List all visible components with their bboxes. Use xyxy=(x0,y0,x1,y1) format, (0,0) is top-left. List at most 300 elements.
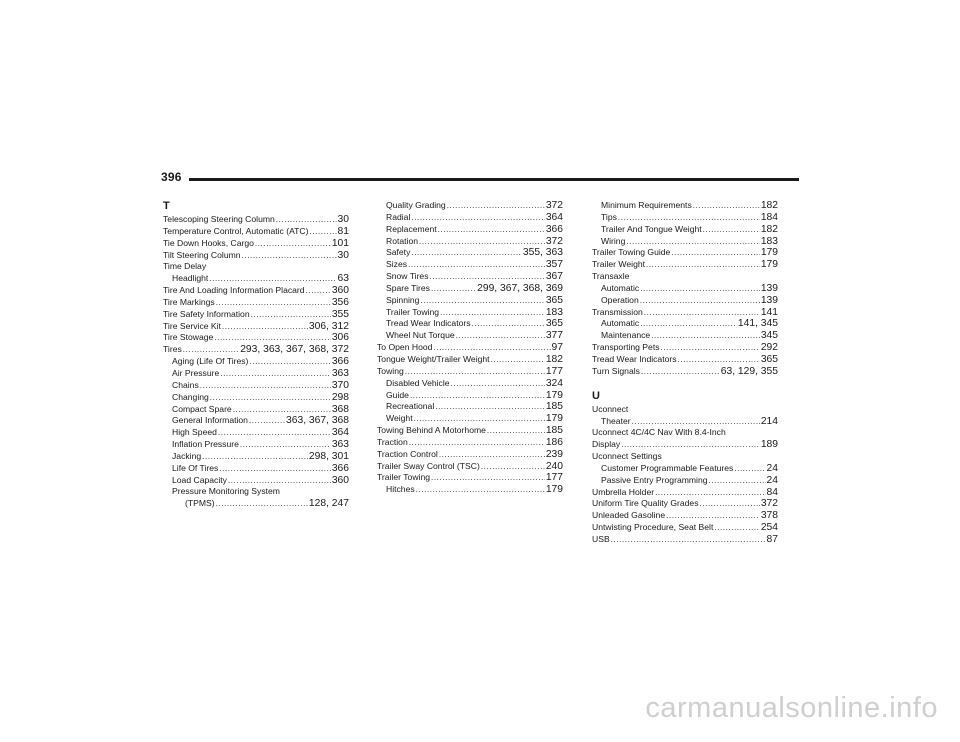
index-entry-pages: 372 xyxy=(545,235,563,247)
index-entry xyxy=(377,295,563,307)
index-entry xyxy=(592,271,778,283)
index-entry-pages: 182 xyxy=(545,353,563,365)
index-entry-label: Chains xyxy=(172,379,199,390)
index-entry-label: Umbrella Holder xyxy=(592,486,655,497)
index-entry xyxy=(163,498,349,510)
index-column-1 xyxy=(163,200,349,510)
dot-leader xyxy=(202,451,308,463)
index-entry xyxy=(592,224,778,236)
index-entry-pages: 360 xyxy=(331,285,349,297)
index-entry xyxy=(163,486,349,498)
index-entry-label: USB xyxy=(592,533,610,544)
index-entry xyxy=(163,226,349,238)
index-entry-label: Automatic xyxy=(601,318,640,329)
index-entry-pages: 365 xyxy=(760,353,778,365)
dot-leader xyxy=(611,534,766,546)
index-entry-pages: 141 xyxy=(760,306,778,318)
dot-leader xyxy=(671,247,759,259)
index-entry-pages: 365 xyxy=(545,318,563,330)
index-entry-pages: 214 xyxy=(760,415,778,427)
index-entry-label: Tread Wear Indicators xyxy=(592,353,677,364)
index-entry-label: Uconnect Settings xyxy=(592,451,662,462)
index-entry-pages: 239 xyxy=(545,448,563,460)
index-entry-label: Disabled Vehicle xyxy=(386,377,450,388)
dot-leader xyxy=(251,309,331,321)
index-entry xyxy=(377,236,563,248)
index-entry-label: Quality Grading xyxy=(386,200,446,210)
index-entry-pages: 141, 345 xyxy=(737,318,778,330)
dot-leader xyxy=(678,354,760,366)
index-entry xyxy=(377,330,563,342)
index-entry xyxy=(592,354,778,366)
index-entry-pages: 364 xyxy=(545,211,563,223)
index-entry-pages: 357 xyxy=(545,259,563,271)
section-letter: T xyxy=(163,200,170,212)
index-entry xyxy=(377,307,563,319)
index-entry-label: Passive Entry Programming xyxy=(601,474,708,485)
index-entry-pages: 63 xyxy=(337,273,349,285)
index-entry xyxy=(377,378,563,390)
index-entry-label: Transaxle xyxy=(592,271,630,282)
index-entry xyxy=(163,297,349,309)
index-entry-label: Replacement xyxy=(386,223,437,234)
index-entry-label: Tie Down Hooks, Cargo xyxy=(163,237,254,248)
index-entry-label: Towing Behind A Motorhome xyxy=(377,425,486,436)
dot-leader xyxy=(405,366,545,378)
index-entry-pages: 139 xyxy=(760,282,778,294)
index-entry xyxy=(592,236,778,248)
index-entry-label: Sizes xyxy=(386,259,408,270)
dot-leader xyxy=(487,425,545,437)
index-entry-label: Traction xyxy=(377,436,408,447)
index-entry-pages: 292 xyxy=(760,342,778,354)
index-entry-label: Tire Safety Information xyxy=(163,308,250,319)
index-entry-pages: 186 xyxy=(545,436,563,448)
index-entry xyxy=(592,330,778,342)
index-entry-label: Transporting Pets xyxy=(592,342,660,353)
index-entry xyxy=(592,366,778,378)
index-entry-label: Tire Stowage xyxy=(163,332,214,343)
index-entry-pages: 24 xyxy=(766,474,778,486)
index-entry xyxy=(592,522,778,534)
dot-leader xyxy=(306,285,331,297)
index-entry xyxy=(163,439,349,451)
dot-leader xyxy=(734,463,765,475)
dot-leader xyxy=(491,354,545,366)
index-entry xyxy=(163,309,349,321)
index-entry-label: Display xyxy=(592,439,621,450)
dot-leader xyxy=(214,332,331,344)
index-entry xyxy=(592,475,778,487)
index-entry xyxy=(163,261,349,273)
index-entry-label: Transmission xyxy=(592,306,643,317)
index-entry-label: Tire And Loading Information Placard xyxy=(163,285,305,296)
index-entry-label: Wheel Nut Torque xyxy=(386,330,455,341)
dot-leader xyxy=(693,200,760,212)
index-entry-pages: 182 xyxy=(760,200,778,211)
index-entry xyxy=(377,283,563,295)
index-entry xyxy=(592,416,778,428)
index-entry-pages: 189 xyxy=(760,439,778,451)
index-entry xyxy=(377,342,563,354)
index-entry-pages: 84 xyxy=(766,486,778,498)
index-entry-pages: 177 xyxy=(545,472,563,484)
dot-leader xyxy=(416,484,545,496)
dot-leader xyxy=(233,404,331,416)
index-entry-pages: 30 xyxy=(337,214,349,225)
index-entry-label: Air Pressure xyxy=(172,367,220,378)
index-entry-label: Load Capacity xyxy=(172,474,227,485)
index-entry-label: Aging (Life Of Tires) xyxy=(172,356,249,367)
dot-leader xyxy=(714,522,759,534)
dot-leader xyxy=(433,342,550,354)
dot-leader xyxy=(228,475,331,487)
index-entry-pages: 306, 312 xyxy=(308,320,349,332)
dot-leader xyxy=(472,318,545,330)
index-entry-pages: 185 xyxy=(545,425,563,437)
index-entry-label: Automatic xyxy=(601,282,640,293)
index-entry-pages: 183 xyxy=(760,235,778,247)
dot-leader xyxy=(439,449,545,461)
dot-leader xyxy=(651,330,760,342)
index-entry-label: Trailer Towing xyxy=(377,472,431,483)
index-entry-pages: 363 xyxy=(331,367,349,379)
index-entry-pages: 306 xyxy=(331,332,349,344)
index-entry-label: Weight xyxy=(386,413,413,424)
index-entry-label: Life Of Tires xyxy=(172,462,219,473)
dot-leader xyxy=(219,463,330,475)
index-entry-label: Changing xyxy=(172,391,209,402)
index-entry-pages: 366 xyxy=(331,462,349,474)
index-entry xyxy=(377,437,563,449)
index-entry-label: Trailer Weight xyxy=(592,259,646,270)
index-entry-label: Tire Service Kit xyxy=(163,320,221,331)
index-entry-pages: 185 xyxy=(545,401,563,413)
index-entry xyxy=(163,463,349,475)
dot-leader xyxy=(709,475,766,487)
dot-leader xyxy=(644,307,760,319)
index-entry xyxy=(592,487,778,499)
index-entry xyxy=(592,342,778,354)
dot-leader xyxy=(435,401,545,413)
index-entry-pages: 377 xyxy=(545,330,563,342)
dot-leader xyxy=(216,297,331,309)
dot-leader xyxy=(414,413,545,425)
index-entry-pages: 363, 367, 368 xyxy=(286,415,349,427)
dot-leader xyxy=(621,439,760,451)
index-entry-pages: 364 xyxy=(331,427,349,439)
index-entry-label: Tread Wear Indicators xyxy=(386,318,471,329)
index-entry xyxy=(592,307,778,319)
index-entry-pages: 366 xyxy=(331,356,349,368)
dot-leader xyxy=(447,200,545,212)
index-entry-label: Untwisting Procedure, Seat Belt xyxy=(592,522,714,533)
index-entry-pages: 365 xyxy=(545,294,563,306)
dot-leader xyxy=(276,214,337,226)
index-column-2 xyxy=(377,200,563,496)
index-entry-label: Wiring xyxy=(601,235,626,246)
index-entry xyxy=(163,273,349,285)
dot-leader xyxy=(438,224,545,236)
index-entry-label: Trailer Towing Guide xyxy=(592,247,671,258)
index-entry-pages: 87 xyxy=(766,533,778,545)
index-entry-label: Pressure Monitoring System xyxy=(172,486,280,497)
index-column-3 xyxy=(592,200,778,546)
dot-leader xyxy=(430,271,545,283)
index-entry-pages: 24 xyxy=(766,462,778,474)
index-entry-pages: 179 xyxy=(760,259,778,271)
index-entry xyxy=(592,212,778,224)
section-spacer xyxy=(592,378,778,390)
index-entry-pages: 324 xyxy=(545,377,563,389)
index-entry-pages: 378 xyxy=(760,510,778,522)
index-entry-pages: 293, 363, 367, 368, 372 xyxy=(240,344,349,356)
index-entry-label: Theater xyxy=(601,415,631,426)
index-entry xyxy=(377,449,563,461)
index-entry-pages: 299, 367, 368, 369 xyxy=(477,282,563,294)
dot-leader xyxy=(249,415,285,427)
dot-leader xyxy=(216,498,308,510)
dot-leader xyxy=(431,283,476,295)
index-entry-pages: 184 xyxy=(760,211,778,223)
watermark: carmanualsonline.info xyxy=(645,692,938,724)
index-entry xyxy=(592,463,778,475)
index-entry-label: (TPMS) xyxy=(185,498,215,509)
index-entry-label: Minimum Requirements xyxy=(601,200,692,210)
dot-leader xyxy=(222,321,308,333)
index-entry xyxy=(163,368,349,380)
dot-leader xyxy=(440,307,545,319)
index-entry-label: Guide xyxy=(386,389,409,400)
index-entry-label: Uconnect 4C/4C Nav With 8.4-Inch xyxy=(592,427,726,438)
index-entry xyxy=(592,318,778,330)
index-entry xyxy=(592,295,778,307)
dot-leader xyxy=(661,342,760,354)
index-entry-pages: 128, 247 xyxy=(308,498,349,510)
index-entry-pages: 139 xyxy=(760,294,778,306)
index-entry-label: Snow Tires xyxy=(386,271,429,282)
dot-leader xyxy=(209,273,336,285)
index-entry xyxy=(377,224,563,236)
index-entry xyxy=(377,354,563,366)
dot-leader xyxy=(640,283,760,295)
index-entry-label: Headlight xyxy=(172,273,209,284)
dot-leader xyxy=(626,236,759,248)
index-entry-pages: 63, 129, 355 xyxy=(720,365,778,377)
index-entry xyxy=(163,321,349,333)
index-entry-label: Unleaded Gasoline xyxy=(592,510,666,521)
dot-leader xyxy=(411,247,522,259)
index-entry xyxy=(377,366,563,378)
index-entry xyxy=(592,510,778,522)
index-entry xyxy=(163,344,349,356)
index-entry xyxy=(163,238,349,250)
index-entry xyxy=(377,401,563,413)
dot-leader xyxy=(640,295,760,307)
dot-leader xyxy=(666,510,760,522)
index-entry-label: Tilt Steering Column xyxy=(163,249,241,260)
index-entry xyxy=(163,356,349,368)
index-entry-label: Maintenance xyxy=(601,330,651,341)
dot-leader xyxy=(210,392,331,404)
index-entry xyxy=(592,247,778,259)
dot-leader xyxy=(408,259,545,271)
dot-leader xyxy=(218,427,331,439)
index-entry xyxy=(163,415,349,427)
dot-leader xyxy=(200,380,331,392)
index-entry-label: Tires xyxy=(163,344,182,355)
index-entry-pages: 368 xyxy=(331,403,349,415)
index-entry-pages: 367 xyxy=(545,271,563,283)
index-entry-label: Traction Control xyxy=(377,448,438,459)
index-entry-label: Towing xyxy=(377,365,404,376)
index-entry xyxy=(592,439,778,451)
index-entry-pages: 366 xyxy=(545,223,563,235)
dot-leader xyxy=(632,416,760,428)
index-entry xyxy=(377,200,563,212)
index-entry-label: Jacking xyxy=(172,450,202,461)
index-entry xyxy=(163,250,349,262)
index-entry-pages: 254 xyxy=(760,522,778,534)
index-entry-label: Time Delay xyxy=(163,261,207,272)
index-entry xyxy=(163,427,349,439)
index-entry-label: Hitches xyxy=(386,484,415,495)
index-entry-label: Uniform Tire Quality Grades xyxy=(592,498,699,509)
index-entry-pages: 372 xyxy=(545,200,563,211)
index-entry-label: Operation xyxy=(601,294,639,305)
index-entry-label: Inflation Pressure xyxy=(172,439,239,450)
index-entry xyxy=(377,472,563,484)
index-entry-pages: 355 xyxy=(331,308,349,320)
index-entry-label: Tongue Weight/Trailer Weight xyxy=(377,353,490,364)
index-entry-label: Recreational xyxy=(386,401,435,412)
index-entry-label: Rotation xyxy=(386,235,419,246)
index-entry-label: Trailer Sway Control (TSC) xyxy=(377,460,480,471)
index-entry-pages: 97 xyxy=(551,342,563,354)
dot-leader xyxy=(700,498,760,510)
index-entry-label: General Information xyxy=(172,415,248,426)
index-entry xyxy=(163,475,349,487)
index-entry xyxy=(377,247,563,259)
dot-leader xyxy=(646,259,760,271)
index-entry-label: Trailer Towing xyxy=(386,306,440,317)
dot-leader xyxy=(242,250,337,262)
dot-leader xyxy=(183,344,239,356)
index-entry-pages: 363 xyxy=(331,439,349,451)
index-entry-label: Uconnect xyxy=(592,403,629,414)
index-entry xyxy=(163,451,349,463)
index-entry-label: Spare Tires xyxy=(386,282,430,293)
index-entry-pages: 240 xyxy=(545,460,563,472)
index-entry-label: Compact Spare xyxy=(172,403,232,414)
index-entry-pages: 298 xyxy=(331,391,349,403)
index-entry-pages: 345 xyxy=(760,330,778,342)
index-entry xyxy=(377,212,563,224)
page-number: 396 xyxy=(161,170,182,184)
dot-leader xyxy=(431,472,545,484)
index-entry-pages: 372 xyxy=(760,498,778,510)
dot-leader xyxy=(703,224,760,236)
index-entry-label: Tire Markings xyxy=(163,296,215,307)
dot-leader xyxy=(641,366,720,378)
index-entry xyxy=(163,404,349,416)
index-entry xyxy=(377,484,563,496)
index-entry xyxy=(163,214,349,226)
index-entry-pages: 356 xyxy=(331,296,349,308)
index-entry-label: Temperature Control, Automatic (ATC) xyxy=(163,225,309,236)
dot-leader xyxy=(618,212,760,224)
index-entry-pages: 183 xyxy=(545,306,563,318)
index-entry xyxy=(592,200,778,212)
dot-leader xyxy=(249,356,330,368)
index-entry-pages: 182 xyxy=(760,223,778,235)
dot-leader xyxy=(655,487,765,499)
dot-leader xyxy=(481,461,545,473)
dot-leader xyxy=(411,212,544,224)
index-entry xyxy=(592,283,778,295)
dot-leader xyxy=(640,318,737,330)
index-entry xyxy=(592,451,778,463)
dot-leader xyxy=(456,330,545,342)
dot-leader xyxy=(419,236,545,248)
dot-leader xyxy=(310,226,337,238)
index-entry xyxy=(592,404,778,416)
dot-leader xyxy=(240,439,331,451)
dot-leader xyxy=(220,368,331,380)
index-entry-label: Spinning xyxy=(386,294,420,305)
index-entry xyxy=(377,318,563,330)
index-entry xyxy=(592,498,778,510)
index-entry-pages: 81 xyxy=(337,225,349,237)
index-entry xyxy=(377,259,563,271)
index-entry-pages: 179 xyxy=(760,247,778,259)
index-entry-pages: 298, 301 xyxy=(308,450,349,462)
index-entry-label: Turn Signals xyxy=(592,365,640,376)
index-entry-pages: 179 xyxy=(545,484,563,496)
dot-leader xyxy=(420,295,544,307)
index-entry xyxy=(377,271,563,283)
dot-leader xyxy=(451,378,545,390)
section-letter: U xyxy=(592,389,600,402)
index-entry xyxy=(163,285,349,297)
index-entry-label: Tips xyxy=(601,211,617,222)
index-entry xyxy=(592,427,778,439)
index-entry-pages: 370 xyxy=(331,379,349,391)
index-entry xyxy=(592,534,778,546)
index-entry xyxy=(377,413,563,425)
index-entry xyxy=(377,425,563,437)
index-entry-pages: 355, 363 xyxy=(522,247,563,259)
index-entry-label: Safety xyxy=(386,247,411,258)
dot-leader xyxy=(255,238,331,250)
index-entry-label: Telescoping Steering Column xyxy=(163,214,275,224)
index-entry-pages: 177 xyxy=(545,365,563,377)
index-entry-label: To Open Hood xyxy=(377,342,433,353)
index-entry-pages: 179 xyxy=(545,413,563,425)
index-entry xyxy=(377,461,563,473)
dot-leader xyxy=(410,390,545,402)
index-entry-label: Trailer And Tongue Weight xyxy=(601,223,702,234)
dot-leader xyxy=(409,437,545,449)
index-entry-pages: 101 xyxy=(331,237,349,249)
index-entry xyxy=(163,380,349,392)
index-entry xyxy=(377,390,563,402)
index-entry xyxy=(592,259,778,271)
index-entry-label: Radial xyxy=(386,211,411,222)
index-entry-label: High Speed xyxy=(172,427,217,438)
index-entry-label: Customer Programmable Features xyxy=(601,462,734,473)
index-entry-pages: 360 xyxy=(331,474,349,486)
